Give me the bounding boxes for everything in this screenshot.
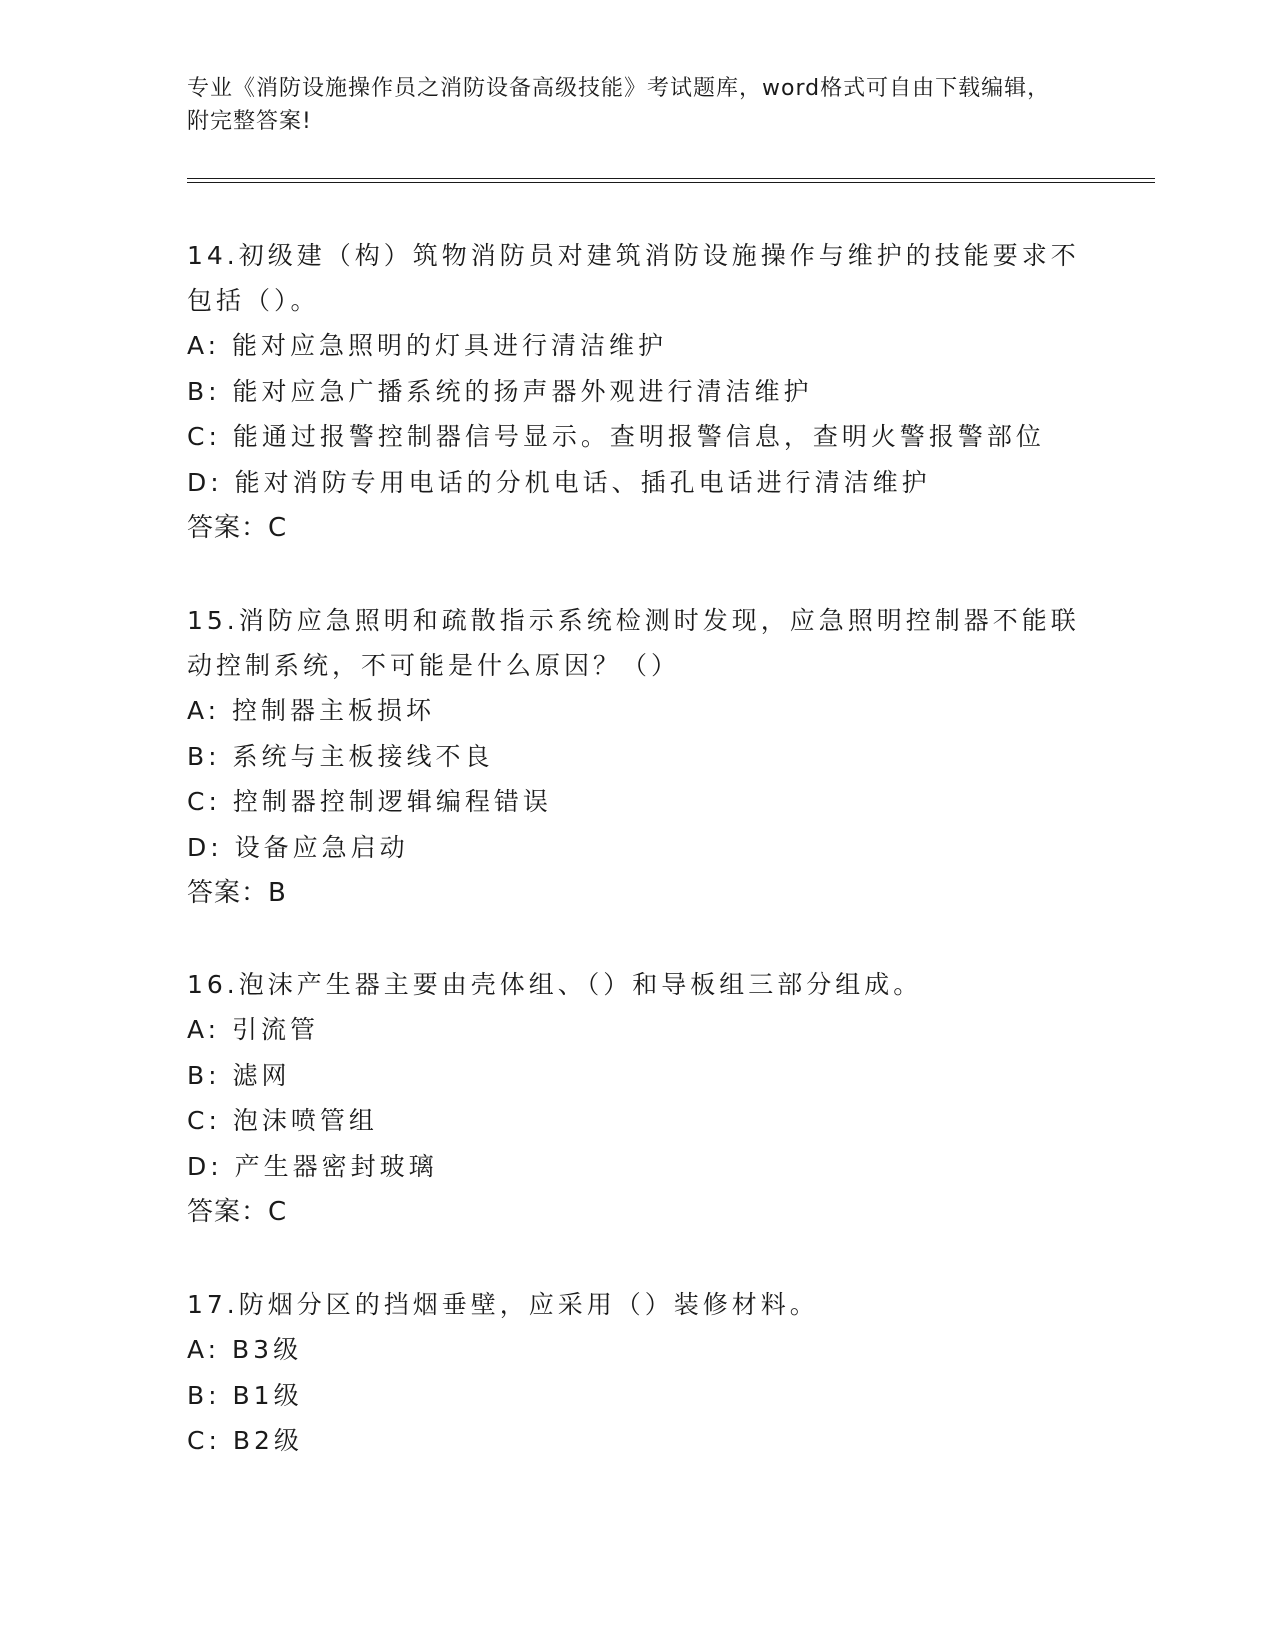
option-a: A: 控制器主板损坏 [187, 696, 436, 725]
option-c: C: 泡沫喷管组 [187, 1106, 378, 1135]
answer: 答案：B [187, 878, 287, 908]
option-d: D: 产生器密封玻璃 [187, 1151, 438, 1181]
header-divider-top [187, 178, 1155, 179]
answer: 答案：C [187, 513, 288, 543]
header-divider-bottom [187, 182, 1155, 183]
option-a: A: 能对应急照明的灯具进行清洁维护 [187, 331, 668, 360]
option-d: D: 设备应急启动 [187, 832, 409, 862]
question-17 [187, 1282, 1087, 1464]
question-stem: 16.泡沫产生器主要由壳体组、（）和导板组三部分组成。 [187, 970, 923, 999]
option-c: C: 能通过报警控制器信号显示。查明报警信息，查明火警报警部位 [187, 422, 1045, 451]
option-b: B: 系统与主板接线不良 [187, 741, 494, 771]
question-stem: 15.消防应急照明和疏散指示系统检测时发现，应急照明控制器不能联动控制系统，不可能是什么原因？（） [187, 606, 1080, 680]
question-15 [187, 598, 1087, 916]
question-14 [187, 233, 1087, 551]
option-b: B: 滤网 [187, 1060, 291, 1090]
answer: 答案：C [187, 1197, 288, 1227]
question-16 [187, 962, 1087, 1235]
option-b: B: B1级 [187, 1380, 303, 1410]
question-stem: 14.初级建（构）筑物消防员对建筑消防设施操作与维护的技能要求不包括（）。 [187, 241, 1080, 315]
document-header: 专业《消防设施操作员之消防设备高级技能》考试题库，word格式可自由下载编辑，附完整答案! [187, 76, 1051, 134]
question-stem: 17.防烟分区的挡烟垂壁，应采用（）装修材料。 [187, 1290, 819, 1319]
option-b: B: 能对应急广播系统的扬声器外观进行清洁维护 [187, 376, 813, 406]
option-a: A: 引流管 [187, 1015, 320, 1044]
option-c: C: B2级 [187, 1426, 303, 1455]
option-a: A: B3级 [187, 1335, 303, 1364]
option-d: D: 能对消防专用电话的分机电话、插孔电话进行清洁维护 [187, 467, 931, 497]
option-c: C: 控制器控制逻辑编程错误 [187, 787, 552, 816]
